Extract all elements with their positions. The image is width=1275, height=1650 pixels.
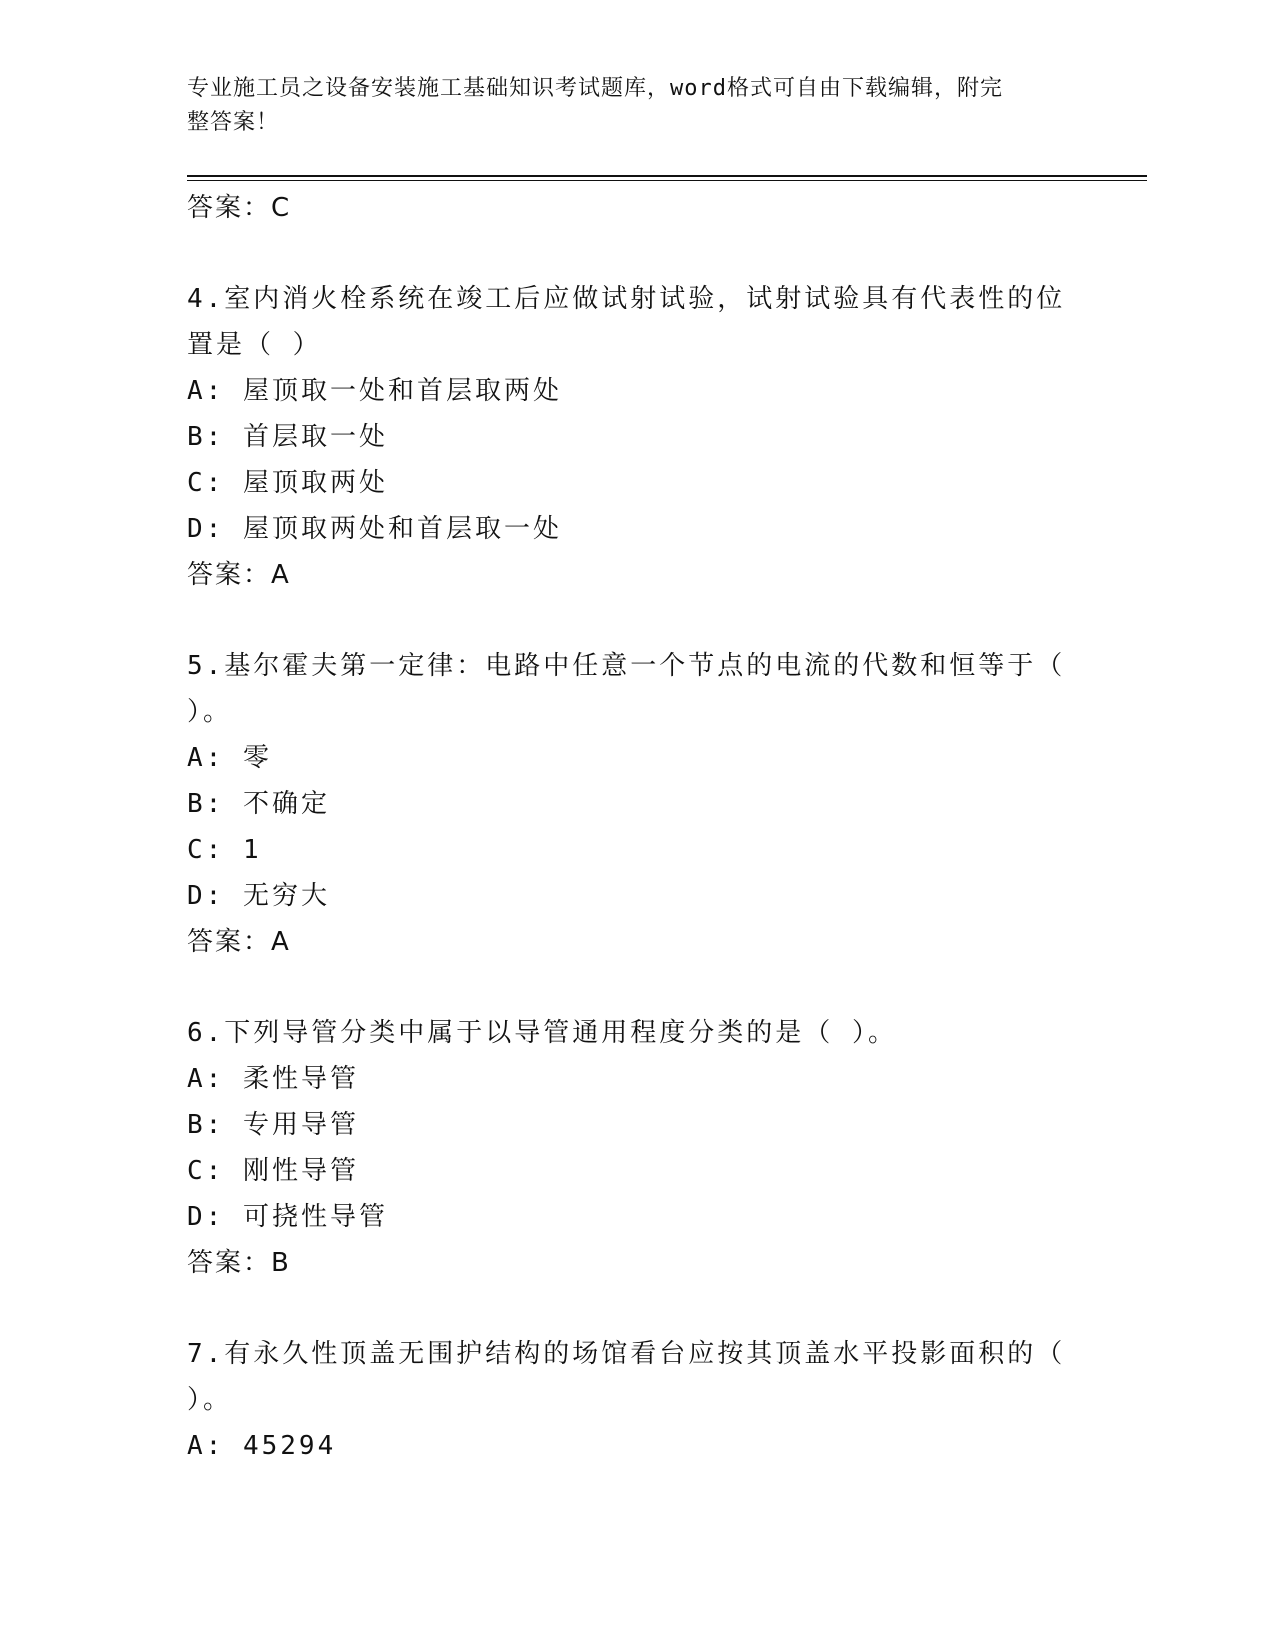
question-5-option-a: A: 零 bbox=[187, 743, 272, 773]
document-header bbox=[187, 72, 1067, 140]
question-block-5 bbox=[187, 643, 1087, 965]
question-4-text-line-1: 4.室内消火栓系统在竣工后应做试射试验，试射试验具有代表性的位 bbox=[187, 284, 1066, 314]
previous-answer: 答案：C bbox=[187, 193, 292, 223]
spacer bbox=[187, 1286, 1087, 1331]
spacer bbox=[187, 598, 1087, 643]
question-6-answer: 答案：B bbox=[187, 1248, 291, 1278]
question-5-option-b: B: 不确定 bbox=[187, 789, 330, 819]
question-6-option-d: D: 可挠性导管 bbox=[187, 1202, 388, 1232]
question-5-text-line-1: 5.基尔霍夫第一定律：电路中任意一个节点的电流的代数和恒等于（ bbox=[187, 651, 1066, 681]
header-line-2: 整答案！ bbox=[187, 110, 280, 135]
question-5-answer: 答案：A bbox=[187, 927, 291, 957]
question-5-option-c: C: 1 bbox=[187, 835, 262, 865]
question-list bbox=[187, 185, 1087, 1469]
question-7-text-line-1: 7.有永久性顶盖无围护结构的场馆看台应按其顶盖水平投影面积的（ bbox=[187, 1339, 1066, 1369]
question-5-option-d: D: 无穷大 bbox=[187, 881, 330, 911]
question-4-text-line-2: 置是（ ） bbox=[187, 330, 322, 360]
question-block-7 bbox=[187, 1331, 1087, 1469]
question-block-4 bbox=[187, 276, 1087, 598]
question-6-text-line-1: 6.下列导管分类中属于以导管通用程度分类的是（ ）。 bbox=[187, 1018, 897, 1048]
question-4-option-b: B: 首层取一处 bbox=[187, 422, 388, 452]
spacer bbox=[187, 965, 1087, 1010]
spacer bbox=[187, 231, 1087, 276]
header-divider-thick bbox=[187, 175, 1147, 177]
header-divider-thin bbox=[187, 180, 1147, 181]
question-5-text-line-2: ）。 bbox=[187, 697, 233, 727]
question-4-option-d: D: 屋顶取两处和首层取一处 bbox=[187, 514, 562, 544]
question-4-option-c: C: 屋顶取两处 bbox=[187, 468, 388, 498]
question-6-option-c: C: 刚性导管 bbox=[187, 1156, 359, 1186]
question-6-option-a: A: 柔性导管 bbox=[187, 1064, 359, 1094]
question-7-option-a: A: 45294 bbox=[187, 1431, 337, 1461]
question-block-6 bbox=[187, 1010, 1087, 1286]
header-line-1: 专业施工员之设备安装施工基础知识考试题库，word格式可自由下载编辑，附完 bbox=[187, 76, 1003, 101]
question-7-text-line-2: ）。 bbox=[187, 1385, 233, 1415]
question-4-option-a: A: 屋顶取一处和首层取两处 bbox=[187, 376, 562, 406]
question-4-answer: 答案：A bbox=[187, 560, 291, 590]
question-6-option-b: B: 专用导管 bbox=[187, 1110, 359, 1140]
